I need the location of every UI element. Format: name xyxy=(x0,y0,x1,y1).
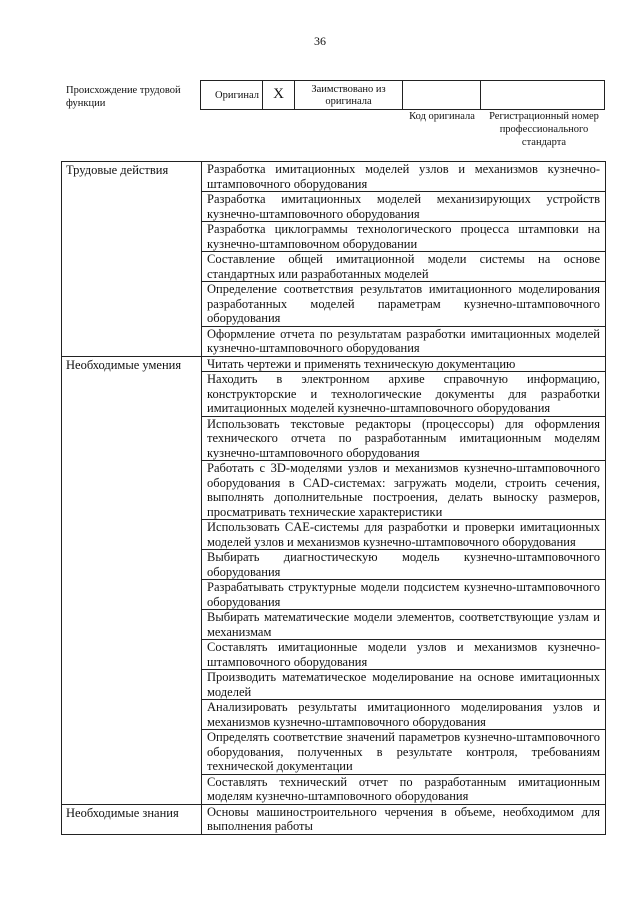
list-item: Составлять технический отчет по разработанным имитационным моделям кузнечно-штамповочного оборудования xyxy=(202,774,605,804)
list-item: Анализировать результаты имитационного моделирования узлов и механизмов кузнечно-штамповочного оборудования xyxy=(202,699,605,729)
section-label: Необходимые знания xyxy=(62,805,202,834)
original-mark: X xyxy=(263,81,295,109)
origin-table xyxy=(200,80,605,110)
section-label: Необходимые умения xyxy=(62,357,202,804)
list-item: Производить математическое моделирование на основе имитационных моделей xyxy=(202,669,605,699)
list-item: Выбирать диагностическую модель кузнечно-штамповочного оборудования xyxy=(202,549,605,579)
list-item: Разрабатывать структурные модели подсистем кузнечно-штамповочного оборудования xyxy=(202,579,605,609)
list-item: Разработка циклограммы технологического процесса штамповки на кузнечно-штамповочном оборудовании xyxy=(202,221,605,251)
list-item: Находить в электронном архиве справочную информацию, конструкторские и технологические документы для разработки имитационных моделей кузнечно-штамповочного оборудования xyxy=(202,371,605,416)
section-skills xyxy=(62,356,605,804)
reg-caption: Регистрационный номер профессионального стандарта xyxy=(489,111,599,148)
list-item: Определение соответствия результатов имитационного моделирования разработанных моделей параметрам кузнечно-штамповочного оборудования xyxy=(202,281,605,326)
section-label: Трудовые действия xyxy=(62,162,202,356)
list-item: Основы машиностроительного черчения в объеме, необходимом для выполнения работы xyxy=(207,804,600,833)
list-item: Оформление отчета по результатам разработки имитационных моделей кузнечно-штамповочного оборудования xyxy=(202,326,605,356)
list-item: Разработка имитационных моделей узлов и механизмов кузнечно-штамповочного оборудования xyxy=(207,162,600,191)
code-caption: Код оригинала xyxy=(409,111,475,122)
list-item: Определять соответствие значений параметров кузнечно-штамповочного оборудования, полученных в результате контроля, требованиям технической документации xyxy=(202,729,605,774)
list-item: Работать с 3D-моделями узлов и механизмов кузнечно-штамповочного оборудования в CAD-системах: загружать модели, строить сечения, выполнять дополнительные построения, делать выноску размеров, просматривать технические характеристики xyxy=(202,460,605,519)
list-item: Использовать текстовые редакторы (процессоры) для оформления технического отчета по разработанным имитационным моделям кузнечно-штамповочного оборудования xyxy=(202,416,605,461)
page-number: 36 xyxy=(314,34,326,48)
list-item: Составление общей имитационной модели системы на основе стандартных или разработанных моделей xyxy=(202,251,605,281)
list-item: Разработка имитационных моделей механизирующих устройств кузнечно-штамповочного оборудования xyxy=(202,191,605,221)
section-knowledge xyxy=(62,804,605,834)
list-item: Выбирать математические модели элементов, соответствующие узлам и механизмам xyxy=(202,609,605,639)
original-cell: Оригинал xyxy=(201,81,263,109)
list-item: Использовать CAE-системы для разработки и проверки имитационных моделей узлов и механизмов кузнечно-штамповочного оборудования xyxy=(202,519,605,549)
list-item: Составлять имитационные модели узлов и механизмов кузнечно-штамповочного оборудования xyxy=(202,639,605,669)
list-item: Читать чертежи и применять техническую документацию xyxy=(207,356,516,371)
reg-number-cell xyxy=(481,81,605,109)
code-cell xyxy=(403,81,481,109)
origin-label: Происхождение трудовой функции xyxy=(66,85,181,109)
section-actions xyxy=(62,162,605,356)
borrowed-cell: Заимствовано из оригинала xyxy=(295,81,403,109)
functions-table xyxy=(61,161,606,835)
